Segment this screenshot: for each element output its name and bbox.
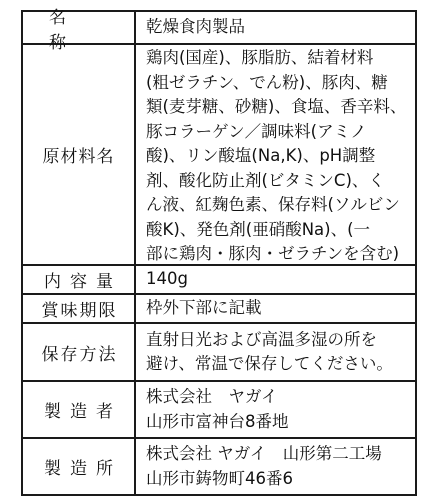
heading-storage: 保存方法 bbox=[23, 324, 136, 380]
value-manufacturer bbox=[136, 382, 415, 437]
heading-manufacturer: 製造者 bbox=[23, 382, 136, 437]
manufacturer-line: 山形市富神台8番地 bbox=[146, 411, 289, 431]
row-plant bbox=[23, 437, 415, 494]
storage-line: 避け、常温で保存してください。 bbox=[146, 354, 393, 373]
row-ingredients bbox=[23, 43, 415, 264]
ingredients-line: 剤、酸化防止剤(ビタミンC)、く bbox=[146, 170, 385, 190]
value-storage bbox=[136, 324, 415, 380]
value-plant bbox=[136, 439, 415, 494]
ingredients-line: 酸)、リン酸塩(Na,K)、pH調整 bbox=[146, 146, 376, 166]
ingredients-line: 鶏肉(国産)、豚脂肪、結着材料 bbox=[146, 48, 374, 68]
heading-name: 名称 bbox=[23, 12, 136, 43]
value-expiry bbox=[136, 295, 415, 322]
ingredients-line: 類(麦芽糖、砂糖)、食塩、香辛料、 bbox=[146, 97, 407, 117]
plant-line: 山形市鋳物町46番6 bbox=[146, 468, 293, 488]
ingredients-line: (粗ゼラチン、でん粉)、豚肉、糖 bbox=[146, 72, 388, 92]
manufacturer-line: 株式会社 ヤガイ bbox=[146, 387, 278, 406]
plant-line: 株式会社 ヤガイ 山形第二工場 bbox=[146, 444, 382, 463]
ingredients-line: ん液、紅麹色素、保存料(ソルビン bbox=[146, 195, 400, 215]
storage-line: 直射日光および高温多湿の所を bbox=[146, 329, 377, 349]
value-ingredients bbox=[136, 45, 415, 264]
ingredients-line: 豚コラーゲン／調味料(アミノ bbox=[146, 121, 367, 141]
name-text: 乾燥食肉製品 bbox=[146, 17, 245, 37]
value-weight bbox=[136, 266, 415, 293]
row-expiry bbox=[23, 293, 415, 322]
ingredients-line: 酸K)、発色剤(亜硝酸Na)、(一 bbox=[146, 219, 371, 239]
ingredients-line: 部に鶏肉・豚肉・ゼラチンを含む) bbox=[146, 244, 400, 264]
expiry-text: 枠外下部に記載 bbox=[146, 298, 262, 318]
heading-weight: 内容量 bbox=[23, 266, 136, 293]
value-name bbox=[136, 12, 415, 43]
row-product-name bbox=[23, 7, 415, 53]
row-manufacturer bbox=[23, 380, 415, 437]
heading-expiry: 賞味期限 bbox=[23, 295, 136, 322]
heading-ingredients: 原材料名 bbox=[23, 45, 136, 264]
heading-plant: 製造所 bbox=[23, 439, 136, 494]
weight-text: 140g bbox=[146, 269, 188, 289]
food-label-table bbox=[21, 7, 417, 496]
row-content-weight bbox=[23, 264, 415, 293]
row-storage bbox=[23, 322, 415, 380]
